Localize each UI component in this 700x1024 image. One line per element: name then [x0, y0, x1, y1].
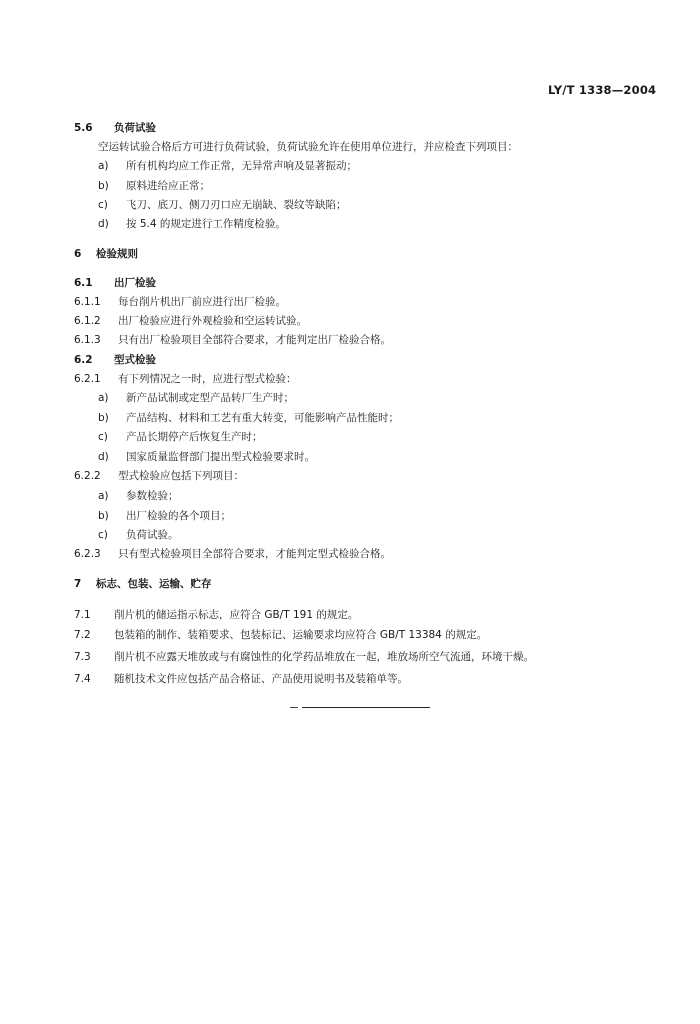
section-title: 标志、包装、运输、贮存 [96, 578, 212, 590]
end-rule-tick [290, 707, 298, 708]
list-item: d) 按 5.4 的规定进行工作精度检验。 [98, 218, 286, 230]
clause-7-2: 7.2 包装箱的制作、装箱要求、包装标记、运输要求均应符合 GB/T 13384 的规定。 [74, 629, 488, 641]
clause-6-1-3: 6.1.3 只有出厂检验项目全部符合要求，才能判定出厂检验合格。 [74, 334, 391, 346]
clause-6-1-2: 6.1.2 出厂检验应进行外观检验和空运转试验。 [74, 315, 307, 327]
section-7-heading [74, 577, 212, 591]
list-item: b) 出厂检验的各个项目； [98, 510, 231, 522]
section-6-heading [74, 247, 138, 261]
section-number: 5.6 [74, 122, 93, 134]
section-5-6-intro: 空运转试验合格后方可进行负荷试验，负荷试验允许在使用单位进行，并应检查下列项目： [98, 141, 518, 153]
list-item: a) 所有机构均应工作正常，无异常声响及显著振动； [98, 160, 357, 172]
section-title: 负荷试验 [114, 122, 156, 134]
section-6-2-heading: 6.2 型式检验 [74, 354, 156, 366]
section-6-1-heading: 6.1 出厂检验 [74, 277, 156, 289]
clause-6-2-3: 6.2.3 只有型式检验项目全部符合要求，才能判定型式检验合格。 [74, 548, 391, 560]
section-title: 检验规则 [96, 248, 138, 260]
list-item: a) 参数检验； [98, 490, 179, 502]
section-number: 7 [74, 578, 82, 590]
clause-7-1: 7.1 削片机的储运指示标志，应符合 GB/T 191 的规定。 [74, 609, 359, 621]
clause-7-3: 7.3 削片机不应露天堆放或与有腐蚀性的化学药品堆放在一起，堆放场所空气流通，环境干燥。 [74, 651, 534, 663]
section-5-6-heading [74, 121, 156, 135]
list-item: c) 产品长期停产后恢复生产时； [98, 431, 263, 443]
list-item: b) 原料进给应正常； [98, 180, 210, 192]
clause-6-1-1: 6.1.1 每台削片机出厂前应进行出厂检验。 [74, 296, 286, 308]
list-item: c) 飞刀、底刀、侧刀刃口应无崩缺、裂纹等缺陷； [98, 199, 347, 211]
clause-6-2-1: 6.2.1 有下列情况之一时，应进行型式检验： [74, 373, 297, 385]
standard-code: LY/T 1338—2004 [548, 83, 657, 97]
section-number: 6 [74, 248, 82, 260]
clause-7-4: 7.4 随机技术文件应包括产品合格证、产品使用说明书及装箱单等。 [74, 673, 408, 685]
end-rule [302, 707, 430, 708]
list-item: b) 产品结构、材料和工艺有重大转变，可能影响产品性能时； [98, 412, 399, 424]
clause-6-2-2: 6.2.2 型式检验应包括下列项目： [74, 470, 244, 482]
list-item: a) 新产品试制或定型产品转厂生产时； [98, 392, 294, 404]
list-item: d) 国家质量监督部门提出型式检验要求时。 [98, 451, 315, 463]
list-item: c) 负荷试验。 [98, 529, 179, 541]
